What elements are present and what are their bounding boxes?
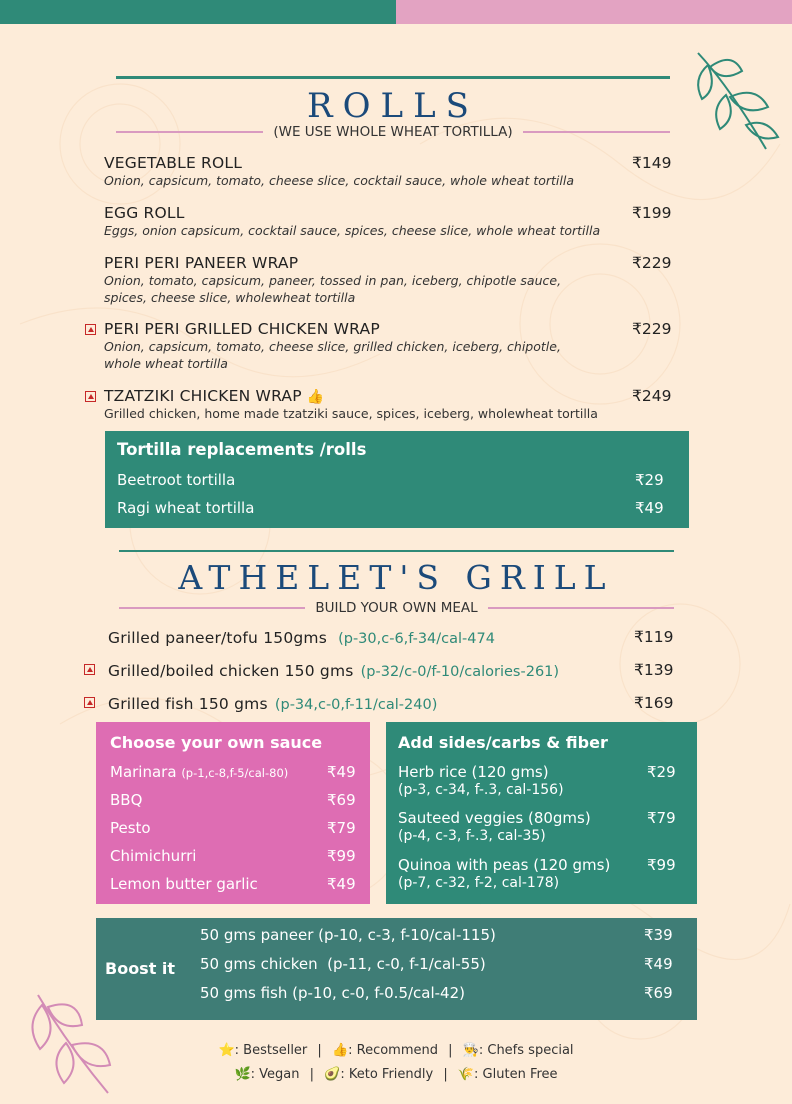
grill-item-chicken [108, 661, 688, 680]
boost-item: 50 gms chicken (p-11, c-0, f-1/cal-55) [200, 955, 486, 973]
sauce-note: (p-1,c-8,f-5/cal-80) [181, 766, 289, 780]
item-description-line2: spices, cheese slice, wholewheat tortilla [104, 289, 356, 305]
grill-subtitle-row [119, 600, 674, 616]
non-veg-icon [84, 664, 95, 675]
legend-keto: 🥑: Keto Friendly [324, 1067, 434, 1082]
item-description-line2: whole wheat tortilla [104, 355, 228, 371]
item-price: ₹229 [632, 254, 672, 272]
recommend-icon: 👍 [306, 389, 325, 405]
sauce-price: ₹69 [327, 791, 356, 809]
rolls-top-rule [116, 76, 670, 79]
item-name: Grilled/boiled chicken 150 gms [108, 662, 354, 680]
item-name: PERI PERI GRILLED CHICKEN WRAP [104, 320, 380, 338]
subtitle-rule-left [119, 607, 305, 609]
grill-top-rule [119, 550, 674, 552]
item-price: ₹249 [632, 387, 672, 405]
item-macros: (p-34,c-0,f-11/cal-240) [274, 697, 438, 713]
item-price: ₹229 [632, 320, 672, 338]
boost-price: ₹39 [644, 926, 673, 944]
replacement-name: Ragi wheat tortilla [117, 499, 255, 517]
item-description-line1: Onion, capsicum, tomato, cheese slice, grilled chicken, iceberg, chipotle, [104, 339, 561, 354]
menu-item-tzatziki-chicken-wrap [104, 387, 694, 423]
top-color-bar [0, 0, 792, 24]
menu-item-vegetable-roll [104, 154, 684, 190]
item-name: PERI PERI PANEER WRAP [104, 254, 299, 272]
item-name [104, 387, 694, 405]
grill-item-fish [108, 694, 688, 713]
sauce-name: Pesto [110, 819, 151, 837]
non-veg-icon [85, 324, 96, 335]
boost-price: ₹49 [644, 955, 673, 973]
legend-row-2: 🌿: Vegan | 🥑: Keto Friendly | 🌾: Gluten Free [234, 1067, 558, 1082]
item-price: ₹149 [632, 154, 672, 172]
legend-vegan: 🌿: Vegan [234, 1067, 300, 1082]
sauce-box-title: Choose your own sauce [110, 733, 323, 752]
item-description: Onion, capsicum, tomato, cheese slice, cocktail sauce, whole wheat tortilla [104, 173, 575, 188]
item-macros: (p-32/c-0/f-10/calories-261) [360, 664, 560, 680]
subtitle-rule-left [116, 131, 263, 133]
boost-item: 50 gms fish (p-10, c-0, f-0.5/cal-42) [200, 984, 465, 1002]
item-description: Eggs, onion capsicum, cocktail sauce, spices, cheese slice, whole wheat tortilla [104, 223, 601, 238]
non-veg-icon [85, 391, 96, 402]
menu-item-egg-roll [104, 204, 684, 240]
legend-recommend: 👍: Recommend [331, 1043, 439, 1058]
sauce-name-text: Marinara [110, 763, 177, 781]
rolls-title: ROLLS [307, 86, 479, 126]
sauce-price: ₹99 [327, 847, 356, 865]
sauce-box [96, 722, 370, 904]
replacement-price: ₹29 [635, 471, 664, 489]
item-description-line1: Onion, tomato, capsicum, paneer, tossed in pan, iceberg, chipotle sauce, [104, 273, 562, 288]
legend-gluten-free: 🌾: Gluten Free [457, 1067, 558, 1082]
rolls-subtitle-row [116, 124, 670, 140]
grill-title: ATHELET'S GRILL [178, 558, 614, 597]
menu-item-peri-peri-paneer-wrap [104, 254, 684, 306]
non-veg-icon [84, 697, 95, 708]
replacement-price: ₹49 [635, 499, 664, 517]
side-price: ₹29 [647, 763, 676, 781]
replacement-name: Beetroot tortilla [117, 471, 236, 489]
leaf-decoration-top-right [688, 45, 784, 155]
side-name: Quinoa with peas (120 gms) [398, 856, 611, 874]
sauce-price: ₹79 [327, 819, 356, 837]
tortilla-replacements-box [105, 431, 689, 528]
side-price: ₹79 [647, 809, 676, 827]
menu-item-peri-peri-grilled-chicken-wrap [104, 320, 684, 372]
grill-subtitle: BUILD YOUR OWN MEAL [315, 600, 478, 616]
side-note: (p-4, c-3, f-.3, cal-35) [398, 828, 546, 844]
legend-chefs-special: 👨‍🍳: Chefs special [462, 1043, 574, 1058]
side-name: Sauteed veggies (80gms) [398, 809, 591, 827]
item-price: ₹169 [634, 694, 674, 712]
sauce-price: ₹49 [327, 763, 356, 781]
rolls-subtitle: (WE USE WHOLE WHEAT TORTILLA) [273, 124, 513, 140]
sauce-name [110, 763, 288, 781]
sauce-name: Lemon butter garlic [110, 875, 258, 893]
tortilla-replacements-title: Tortilla replacements /rolls [117, 440, 367, 459]
subtitle-rule-right [488, 607, 674, 609]
side-name: Herb rice (120 gms) [398, 763, 549, 781]
grill-item-paneer-tofu [108, 628, 688, 647]
side-note: (p-3, c-34, f-.3, cal-156) [398, 782, 564, 798]
item-name: Grilled fish 150 gms [108, 695, 268, 713]
sauce-name: BBQ [110, 791, 143, 809]
item-name: Grilled paneer/tofu 150gms [108, 629, 327, 647]
boost-label: Boost it [105, 959, 176, 978]
side-note: (p-7, c-32, f-2, cal-178) [398, 875, 560, 891]
top-bar-teal [0, 0, 396, 24]
boost-price: ₹69 [644, 984, 673, 1002]
boost-item: 50 gms paneer (p-10, c-3, f-10/cal-115) [200, 926, 496, 944]
sauce-name: Chimichurri [110, 847, 197, 865]
item-macros: (p-30,c-6,f-34/cal-474 [338, 631, 495, 647]
boost-box [96, 918, 697, 1020]
item-description: Grilled chicken, home made tzatziki sauce, spices, iceberg, wholewheat tortilla [104, 406, 598, 421]
top-bar-pink [396, 0, 792, 24]
sides-box [386, 722, 697, 904]
item-name-text: TZATZIKI CHICKEN WRAP [104, 387, 302, 405]
sauce-price: ₹49 [327, 875, 356, 893]
subtitle-rule-right [523, 131, 670, 133]
item-price: ₹119 [634, 628, 674, 646]
legend-row-1: ⭐: Bestseller | 👍: Recommend | 👨‍🍳: Chefs special [218, 1043, 574, 1058]
sides-box-title: Add sides/carbs & fiber [398, 733, 608, 752]
item-price: ₹199 [632, 204, 672, 222]
item-name: VEGETABLE ROLL [104, 154, 243, 172]
item-name: EGG ROLL [104, 204, 185, 222]
legend-bestseller: ⭐: Bestseller [218, 1043, 308, 1058]
item-price: ₹139 [634, 661, 674, 679]
side-price: ₹99 [647, 856, 676, 874]
